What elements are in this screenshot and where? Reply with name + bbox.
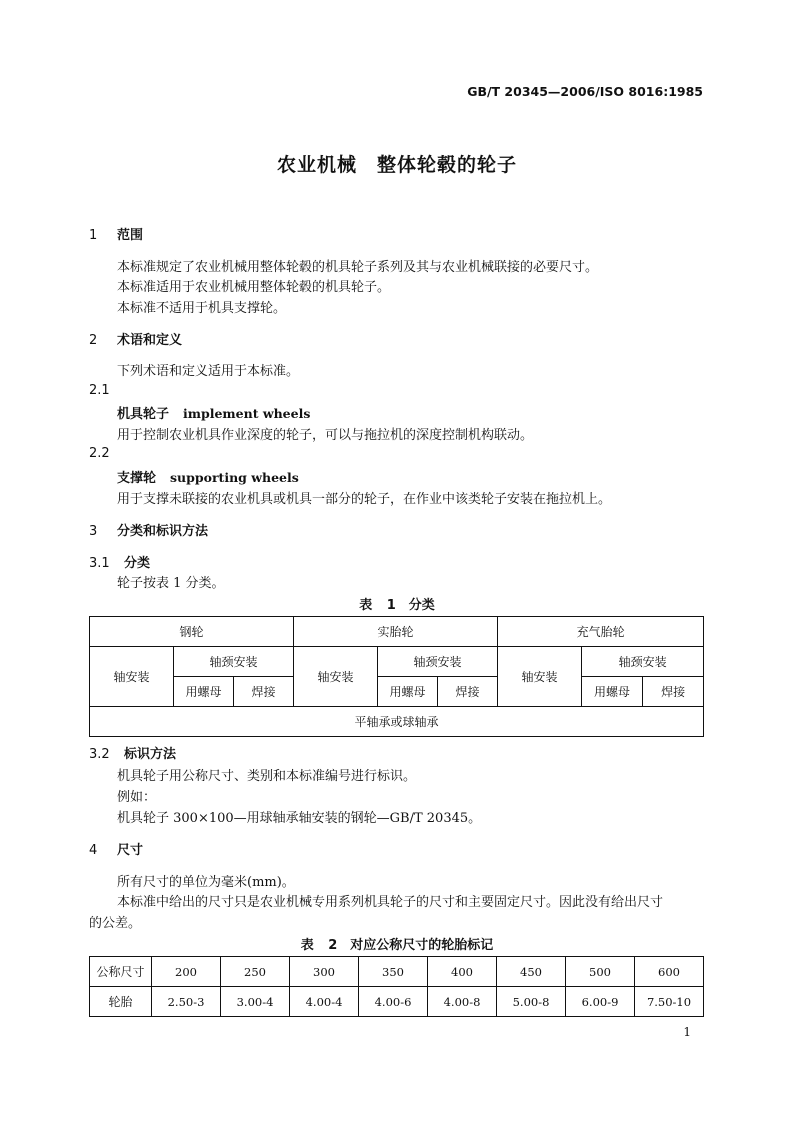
- row-label-nominal-size: 公称尺寸: [90, 957, 152, 987]
- subsection-number: 3.2: [89, 747, 110, 762]
- example-label: 例如：: [117, 790, 157, 805]
- paragraph-continuation: 的公差。: [89, 916, 142, 931]
- paragraph: 本标准不适用于机具支撑轮。: [117, 301, 287, 316]
- section-number: 3: [89, 524, 98, 539]
- group-solid-tire-wheel: 实胎轮: [294, 617, 498, 647]
- section-3-heading: [89, 520, 208, 539]
- section-1-heading: [89, 224, 143, 243]
- subsection-title: 分类: [124, 556, 151, 571]
- size-cell: 300: [290, 957, 359, 987]
- size-cell: 250: [221, 957, 290, 987]
- journal-mount-cell: 轴颈安装: [378, 647, 498, 677]
- tire-size-table: [89, 956, 704, 1017]
- paragraph: 机具轮子用公称尺寸、类别和本标准编号进行标识。: [117, 769, 417, 784]
- tire-cell: 2.50-3: [152, 987, 221, 1017]
- term-en: implement wheels: [183, 406, 311, 421]
- nut-cell: 用螺母: [582, 677, 643, 707]
- tire-cell: 6.00-9: [566, 987, 635, 1017]
- size-cell: 600: [635, 957, 704, 987]
- weld-cell: 焊接: [643, 677, 704, 707]
- table-1-caption: 表 1 分类: [359, 598, 435, 613]
- term-supporting-wheels: [117, 467, 299, 486]
- row-label-tire: 轮胎: [90, 987, 152, 1017]
- size-cell: 350: [359, 957, 428, 987]
- nut-cell: 用螺母: [378, 677, 438, 707]
- document-title: 农业机械 整体轮毂的轮子: [276, 154, 517, 176]
- example-text: 机具轮子 300×100—用球轴承轴安装的钢轮—GB/T 20345。: [117, 811, 482, 826]
- weld-cell: 焊接: [438, 677, 498, 707]
- journal-mount-cell: 轴颈安装: [174, 647, 294, 677]
- subsection-title: 标识方法: [124, 747, 177, 762]
- section-title: 分类和标识方法: [117, 524, 209, 539]
- paragraph: 本标准规定了农业机械用整体轮毂的机具轮子系列及其与农业机械联接的必要尺寸。: [117, 260, 599, 275]
- tire-cell: 4.00-4: [290, 987, 359, 1017]
- tire-cell: 4.00-6: [359, 987, 428, 1017]
- nut-cell: 用螺母: [174, 677, 234, 707]
- paragraph: 轮子按表 1 分类。: [117, 576, 225, 591]
- paragraph: 本标准适用于农业机械用整体轮毂的机具轮子。: [117, 280, 391, 295]
- section-number: 1: [89, 228, 98, 243]
- tire-cell: 4.00-8: [428, 987, 497, 1017]
- section-title: 范围: [117, 228, 144, 243]
- table-row: [90, 957, 704, 987]
- tire-cell: 3.00-4: [221, 987, 290, 1017]
- tire-cell: 7.50-10: [635, 987, 704, 1017]
- standard-code: GB/T 20345—2006/ISO 8016:1985: [467, 84, 703, 99]
- weld-cell: 焊接: [234, 677, 294, 707]
- definition: 用于支撑未联接的农业机具或机具一部分的轮子，在作业中该类轮子安装在拖拉机上。: [117, 492, 612, 507]
- paragraph: 下列术语和定义适用于本标准。: [117, 364, 300, 379]
- paragraph: 所有尺寸的单位为毫米(mm)。: [117, 875, 295, 890]
- term-implement-wheels: [117, 403, 310, 422]
- section-title: 术语和定义: [117, 333, 183, 348]
- axle-mount-cell: 轴安装: [498, 647, 582, 707]
- subsection-3-2-heading: [89, 743, 176, 762]
- term-zh: 支撑轮: [117, 471, 157, 486]
- paragraph: 本标准中给出的尺寸只是农业机械专用系列机具轮子的尺寸和主要固定尺寸。因此没有给出尺寸: [117, 895, 664, 910]
- section-number: 2: [89, 333, 98, 348]
- term-zh: 机具轮子: [117, 407, 170, 422]
- classification-table: [89, 616, 704, 737]
- definition: 用于控制农业机具作业深度的轮子，可以与拖拉机的深度控制机构联动。: [117, 428, 534, 443]
- tire-cell: 5.00-8: [497, 987, 566, 1017]
- section-4-heading: [89, 839, 143, 858]
- term-en: supporting wheels: [170, 470, 299, 485]
- journal-mount-cell: 轴颈安装: [582, 647, 704, 677]
- group-steel-wheel: 钢轮: [90, 617, 294, 647]
- axle-mount-cell: 轴安装: [90, 647, 174, 707]
- subsection-number: 2.2: [89, 446, 110, 461]
- subsection-3-1-heading: [89, 552, 150, 571]
- size-cell: 500: [566, 957, 635, 987]
- size-cell: 200: [152, 957, 221, 987]
- section-2-heading: [89, 329, 182, 348]
- section-title: 尺寸: [117, 843, 144, 858]
- section-number: 4: [89, 843, 98, 858]
- size-cell: 450: [497, 957, 566, 987]
- subsection-number: 3.1: [89, 556, 110, 571]
- bearing-footer-cell: 平轴承或球轴承: [90, 707, 704, 737]
- size-cell: 400: [428, 957, 497, 987]
- page-number: 1: [683, 1025, 691, 1039]
- subsection-number: 2.1: [89, 383, 110, 398]
- group-pneumatic-tire-wheel: 充气胎轮: [498, 617, 704, 647]
- table-2-caption: 表 2 对应公称尺寸的轮胎标记: [300, 938, 494, 953]
- table-row: [90, 987, 704, 1017]
- axle-mount-cell: 轴安装: [294, 647, 378, 707]
